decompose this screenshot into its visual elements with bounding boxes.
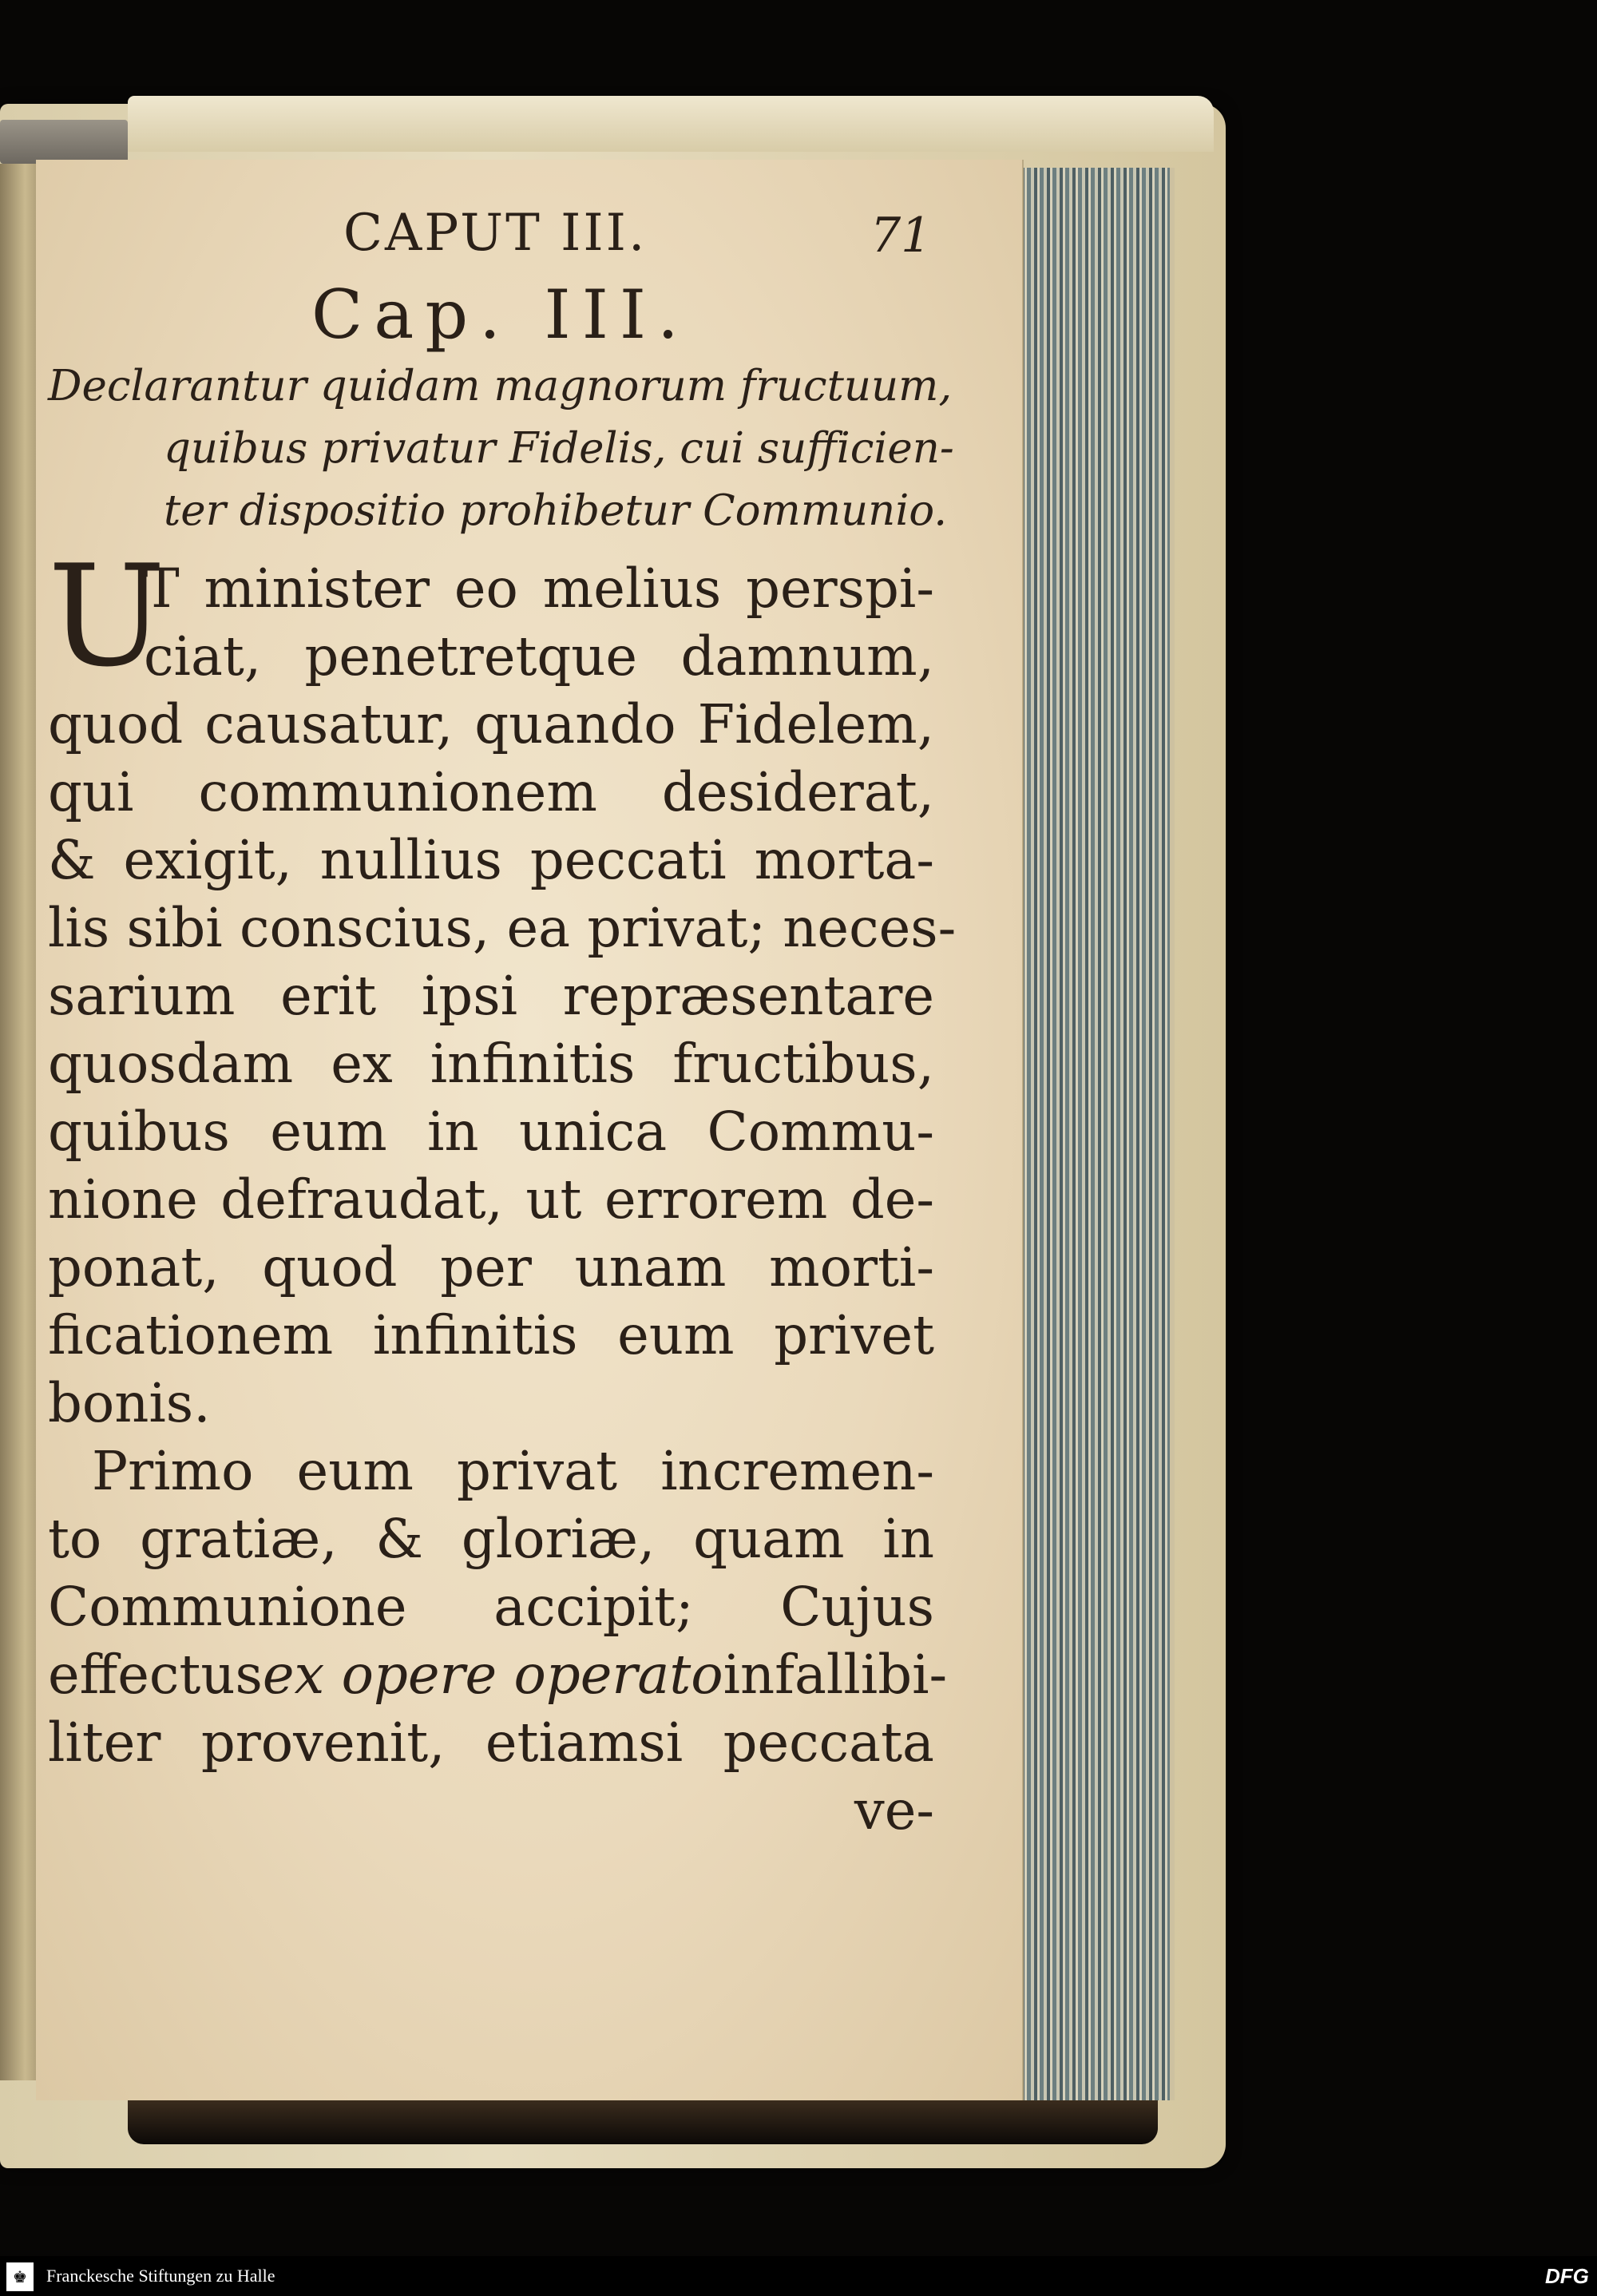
text-line-mixed <box>48 1641 948 1709</box>
text-line: liter provenit, etiamsi peccata <box>48 1711 934 1774</box>
text-line: quosdam ex infinitis fructibus, <box>48 1033 934 1095</box>
text-line: T minister eo melius perspi- <box>144 557 934 620</box>
catchword: ve- <box>854 1779 934 1842</box>
running-head <box>48 204 942 276</box>
page-block-edges <box>1014 168 1175 2100</box>
page-text-area <box>48 204 957 1842</box>
text-line: qui communionem desiderat, <box>48 761 934 823</box>
page-number: 71 <box>870 208 932 264</box>
text-line: sarium erit ipsi repræsentare <box>48 965 934 1027</box>
running-title: CAPUT III. <box>343 204 648 263</box>
text-line: ponat, quod per unam morti- <box>48 1236 934 1299</box>
text-line: nione defraudat, ut errorem de- <box>48 1168 934 1231</box>
footer-bar <box>0 2256 1597 2296</box>
body-text <box>48 536 957 1845</box>
text-line: lis sibi conscius, ea privat; neces- <box>48 897 957 959</box>
spine-label <box>0 120 128 164</box>
italic-phrase: ex opere operato <box>262 1644 723 1706</box>
summary-line: ter dispositio prohibetur Communio. <box>164 486 948 535</box>
institution-logo-icon: ♚ <box>6 2262 34 2291</box>
institution-name: Franckesche Stiftungen zu Halle <box>46 2266 275 2286</box>
left-page-edge <box>0 164 36 2080</box>
text-line: ciat, penetretque damnum, <box>144 625 934 688</box>
summary-line: Declarantur quidam magnorum fructuum, <box>48 362 953 410</box>
drop-cap: U <box>48 536 166 698</box>
text-line: bonis. <box>48 1372 211 1434</box>
chapter-title: Cap. III. <box>311 276 690 354</box>
text-segment: effectus <box>48 1644 263 1706</box>
text-line: ficationem infinitis eum privet <box>48 1304 934 1366</box>
chapter-summary <box>48 355 954 542</box>
text-line: to gratiæ, & gloriæ, quam in <box>48 1508 934 1570</box>
text-segment: infallibi- <box>723 1644 948 1706</box>
summary-line: quibus privatur Fidelis, cui sufficien- <box>164 424 954 473</box>
cover-top-edge <box>128 96 1214 152</box>
text-line: quibus eum in unica Commu- <box>48 1100 934 1163</box>
text-line: Primo eum privat incremen- <box>92 1440 934 1502</box>
text-line: quod causatur, quando Fidelem, <box>48 693 934 755</box>
dfg-logo: DFG <box>1545 2264 1589 2288</box>
text-line: Communione accipit; Cujus <box>48 1576 934 1638</box>
text-line: & exigit, nullius peccati morta- <box>48 829 934 891</box>
book-bottom-edge <box>128 2100 1158 2144</box>
book-page <box>36 160 1024 2100</box>
